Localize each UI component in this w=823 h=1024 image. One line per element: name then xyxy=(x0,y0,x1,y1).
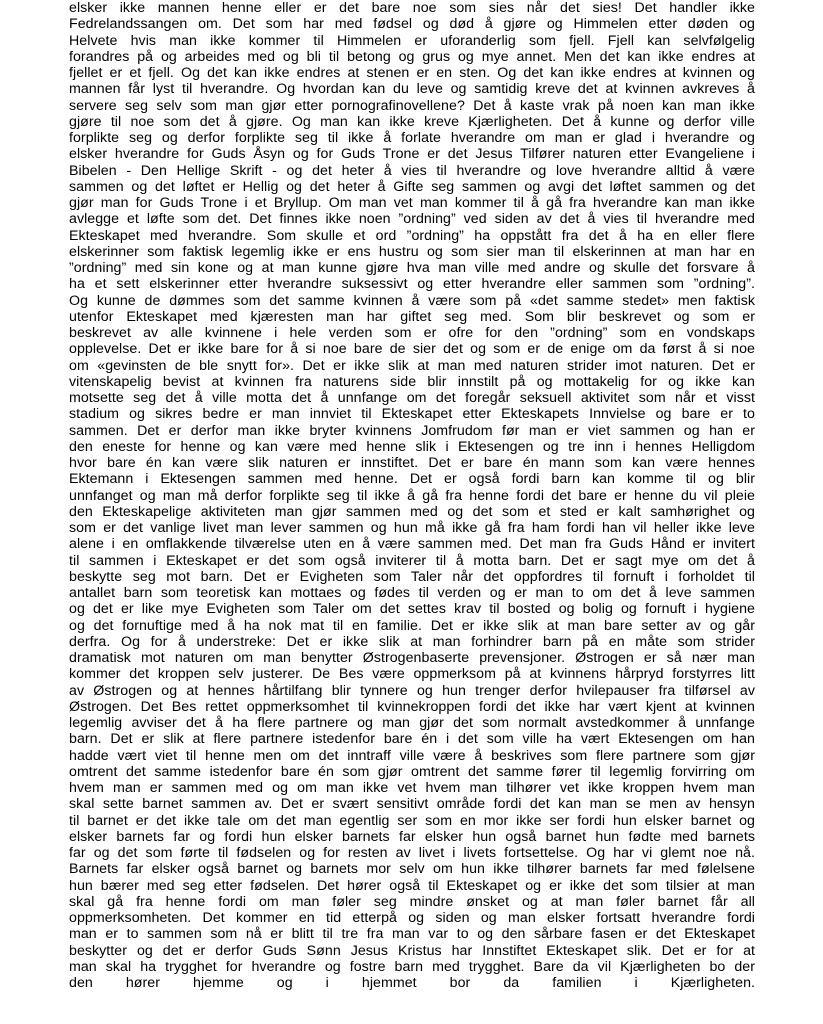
text-line: gjør man for Guds Trone i et Bryllup. Om man vet man kommer til å gå fra hverandre kan man ikke xyxy=(69,195,755,211)
text-line: far og det som førte til fødselen og for resten av livet i livets fortsettelse. Og har vi glemt noe nå. xyxy=(69,845,755,861)
text-line: utenfor Ekteskapet med kjæresten man har giftet seg med. Som blir beskrevet og som er xyxy=(69,308,755,325)
text-line: opplevelse. Det er ikke bare for å si noe bare de sier det og som er de enige om da først å si noe xyxy=(69,341,755,358)
text-line: vitenskapelig bevist at kvinnen fra naturens side blir innstilt på og mottakelig for og ikke kan xyxy=(69,373,755,390)
text-line: forandres på og arbeides med og bli til betong og grus og mye annet. Men det kan ikke endres at xyxy=(69,48,755,65)
text-line: servere seg selv som man gjør etter pornografinovellene? Det å kaste vrak på noen kan man ikke xyxy=(69,97,755,114)
text-line: alene i en omflakkende tilværelse uten en å være sammen med. Det man fra Guds Hånd er invitert xyxy=(69,536,755,553)
text-line: beskytte seg mot barn. Det er Evigheten som Taler når det oppfordres til fornuft i forholdet til xyxy=(69,568,755,585)
text-line: avlegge et løfte som det. Det finnes ikke noen ”ordning” ved siden av det å vies til hverandre med xyxy=(69,211,755,228)
text-line: skal sette barnet sammen av. Det er svært sensitivt område fordi det kan man se men av hensyn xyxy=(69,796,755,813)
text-line: mannen får lyst til hverandre. Og hvordan kan du leve og samtidig kreve det at kvinnen avkreves å xyxy=(69,81,755,98)
text-line: om «gevinsten de ble snytt for». Det er ikke slik at man med naturen strider imot naturen. Det er xyxy=(69,357,755,374)
text-line: Ekteskapet med hverandre. Som skulle et ord ”ordning” ha oppstått fra det å ha en eller flere xyxy=(69,227,755,244)
text-line: man skal ha trygghet for hverandre og fostre barn med trygghet. Bare da vil Kjærligheten bo der xyxy=(69,958,755,975)
text-line: ha et sett elskerinner etter hverandre suksessivt og etter hverandre eller sammen som ”ordning”. xyxy=(69,276,755,293)
text-line: Ektemann i Ektesengen sammen med henne. Det er også fordi barn kan komme til og blir xyxy=(69,471,755,488)
text-line: til sammen i Ekteskapet er det som også inviterer til å motta barn. Det er sagt mye om det å xyxy=(69,552,755,569)
text-line: gjøre til noe som det å gjøre. Og man kan ikke kreve Kjærligheten. Det å kunne og derfor ville xyxy=(69,113,755,130)
text-line: fjellet er et fjell. Og det kan ikke endres at stenen er en sten. Og det kan ikke endres at kvinnen og xyxy=(69,65,755,81)
text-line: Og kunne de dømmes som det samme kvinnen å være som på «det samme stedet» men faktisk xyxy=(69,292,755,309)
text-line: forplikte seg og derfor forplikte seg til ikke å forlate hverandre om man er glad i hverandre og xyxy=(69,130,755,146)
text-line: av Østrogen og at hennes hårtilfang blir tynnere og hun trenger derfor hvilepauser fra tilførsel av xyxy=(69,682,755,699)
text-line: til barnet er det ikke tale om det man egentlig ser som en mor ikke ser fordi hun elsker barnet og xyxy=(69,812,755,829)
text-line: motsette seg det å ville motta det å unnfange om det foregår seksuell aktivitet som når et visst xyxy=(69,390,755,406)
text-line: hun bærer med seg etter fødselen. Det hører også til Ekteskapet og er ikke det som tilsier at man xyxy=(69,877,755,894)
text-line: derfra. Og for å understreke: Det er ikke slik at man forhindrer barn på en måte som strider xyxy=(69,633,755,650)
document-page xyxy=(69,0,755,991)
text-line: skal gå fra henne fordi om man føler seg mindre ønsket og at man føler barnet får all xyxy=(69,893,755,910)
text-line: Helvete hvis man ikke kommer til Himmelen er uforanderlig som fjell. Fjell kan selvfølgelig xyxy=(69,32,755,49)
text-line: sammen. Det er derfor man ikke bryter kvinnens Jomfrudom før man er viet sammen og han er xyxy=(69,422,755,439)
text-line: hvor bare én kan være slik naturen er innstiftet. Det er bare én mann som kan være hennes xyxy=(69,455,755,471)
text-line: stadium og sikres bedre er man innviet til Ekteskapet etter Ekteskapets Innvielse og bare er to xyxy=(69,406,755,423)
text-line: og det fornuftige med å ha nok mat til en familie. Det er ikke slik at man bare setter av og går xyxy=(69,617,755,634)
text-line: den hører hjemme og i hjemmet bor da familien i Kjærligheten. xyxy=(69,975,755,991)
text-line: beskrevet av alle kvinnene i hele verden som er ofre for den ”ordning” som en vondskaps xyxy=(69,325,755,341)
text-line: sammen og det løftet er Hellig og det heter å Gifte seg sammen og avgi det løftet sammen og det xyxy=(69,178,755,195)
text-line: barn. Det er slik at flere partnere istedenfor bare én i det som ville ha vært Ektesengen om han xyxy=(69,731,755,748)
text-line: Bibelen - Den Hellige Skrift - og det heter å vies til hverandre og love hverandre alltid å være xyxy=(69,162,755,179)
text-line: hadde vært viet til henne men om det inntraff ville være å beskrives som flere partnere som gjør xyxy=(69,747,755,764)
text-line: elsker hverandre for Guds Åsyn og for Guds Trone er det Jesus Tilfører naturen etter Evangeliene i xyxy=(69,146,755,163)
text-line: oppmerksomheten. Det kommer en tid etterpå og siden og man elsker fortsatt hverandre fordi xyxy=(69,910,755,926)
text-line: beskytter og det er derfor Guds Sønn Jesus Kristus har Innstiftet Ekteskapet slik. Det er for at xyxy=(69,942,755,959)
text-line: den Ekteskapelige aktiviteten man gjør sammen med og det som et sted er kalt samhørighet og xyxy=(69,503,755,520)
text-line: den eneste for henne og kan være med henne slik i Ektesengen og tre inn i hennes Helligdom xyxy=(69,438,755,455)
text-line: unnfanget og man må derfor forplikte seg til ikke å gå fra henne fordi det bare er henne du vil pleie xyxy=(69,487,755,504)
text-line: kommer det kroppen selv justerer. De Bes være oppmerksom på at kvinnens hårpryd forstyrres litt xyxy=(69,666,755,683)
text-line: dramatisk mot naturen om man benytter Østrogenbaserte prevensjoner. Østrogen er så nær man xyxy=(69,650,755,666)
text-line: man er to sammen som nå er blitt til tre fra man var to og den sårbare fasen er det Ekteskapet xyxy=(69,926,755,943)
text-line: omtrent det samme istedenfor bare én som gjør omtrent det samme fører til legemlig forvirring om xyxy=(69,763,755,780)
text-line: Østrogen. Det Bes rettet oppmerksomhet til kvinnekroppen fordi det ikke har vært kjent at kvinnen xyxy=(69,698,755,715)
text-line: Fedrelandssangen om. Det som har med fødsel og død å gjøre og Himmelen etter døden og xyxy=(69,16,755,33)
text-line: legemlig avviser det å ha flere partnere og man gjør det som normalt avstedkommer å unnfange xyxy=(69,715,755,731)
text-line: ”ordning” med sin kone og at man kunne gjøre hva man ville med andre og skulle det forsvare å xyxy=(69,260,755,276)
text-line: og det er like mye Evigheten som Taler om det settes krav til bosted og bolig og fornuft i hygiene xyxy=(69,601,755,618)
text-line: elsker ikke mannen henne eller er det bare noe som sies når det sies! Det handler ikke xyxy=(69,0,755,16)
text-line: som er det vanlige livet man lever sammen og hun må ikke gå fra ham fordi han vil heller ikke leve xyxy=(69,520,755,536)
text-line: antallet barn som teoretisk kan mottaes og fødes til verden og er man to om det å leve sammen xyxy=(69,585,755,601)
text-line: hvem man er sammen med og om man ikke vet hvem man tilhører vet ikke kroppen hvem man xyxy=(69,780,755,796)
text-line: elskerinner som faktisk legemlig ikke er ens hustru og som sier man til elskerinnen at man har en xyxy=(69,243,755,260)
text-line: Barnets far elsker også barnet og barnets mor selv om hun ikke tilhører barnets far med følelsene xyxy=(69,861,755,878)
text-line: elsker barnets far og fordi hun elsker barnets far elsker hun også barnet hun fødte med barnets xyxy=(69,828,755,845)
